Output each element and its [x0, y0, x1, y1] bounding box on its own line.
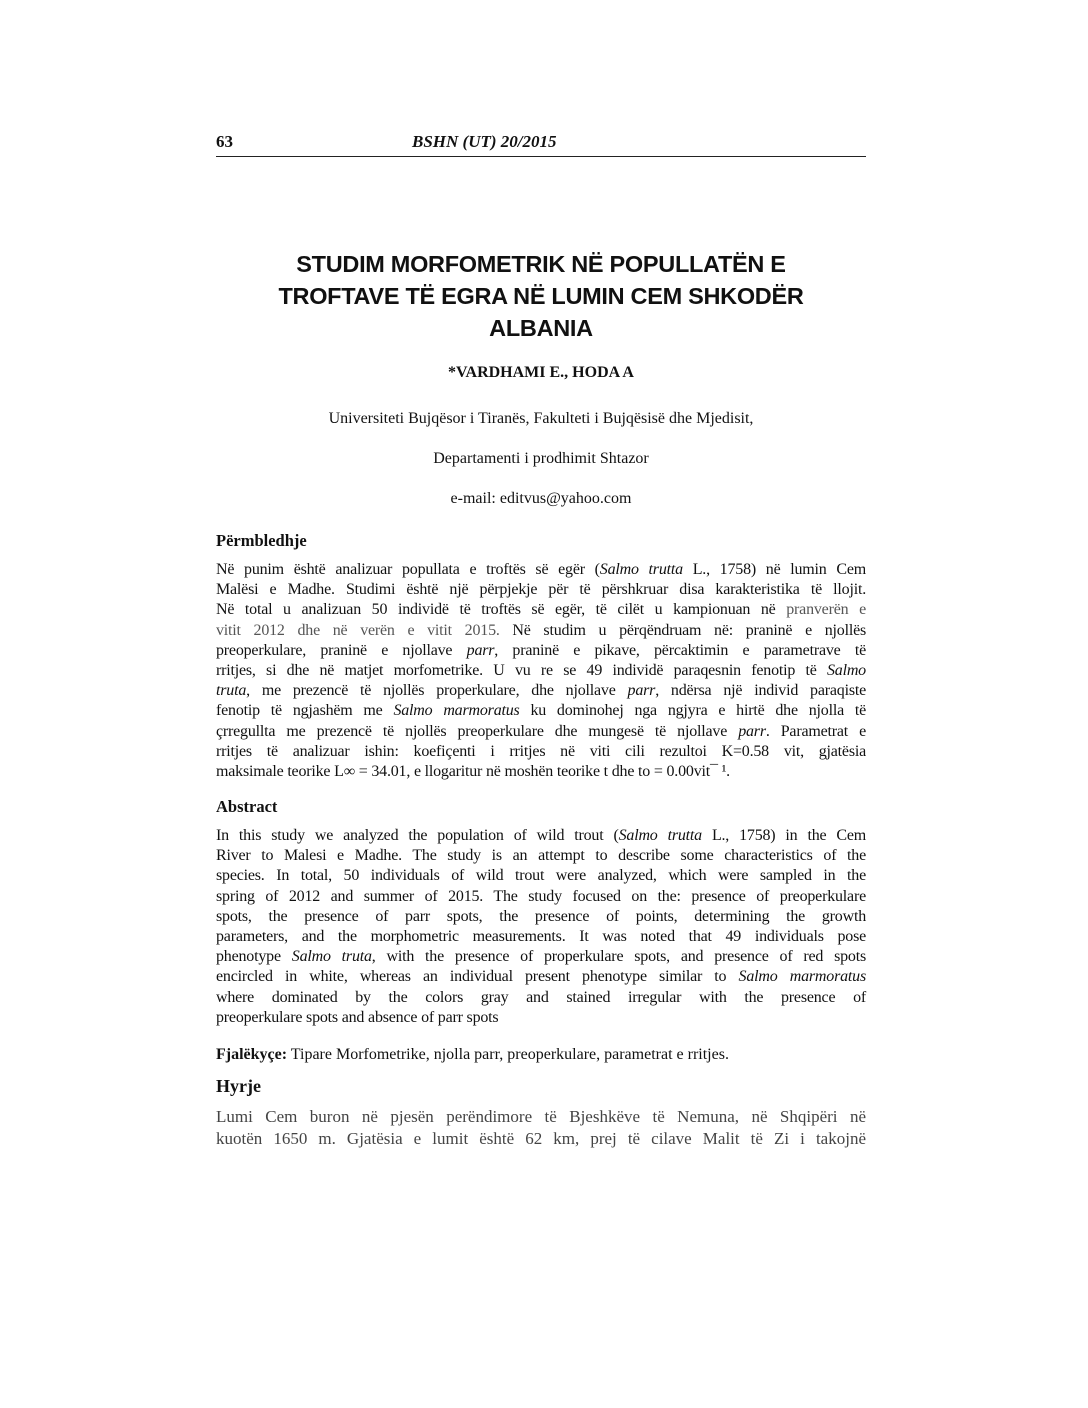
heading-abstract: Abstract	[216, 797, 278, 816]
text-line	[216, 967, 866, 987]
text-line: kuotën 1650 m. Gjatësia e lumit është 62 km, prej të cilave Malit të Zi i takojnë	[216, 1129, 866, 1148]
keywords-text: Tipare Morfometrike, njolla parr, preoperkulare, parametrat e rritjes.	[287, 1046, 729, 1063]
italic-term: Salmo trutta	[618, 827, 702, 844]
keywords	[216, 1046, 866, 1064]
text-line	[216, 887, 866, 907]
title-line: STUDIM MORFOMETRIK NË POPULLATËN E	[296, 251, 786, 277]
text-line	[216, 907, 866, 927]
text-segment: spots, the presence of parr spots, the presence of points, determining the growth	[216, 907, 866, 925]
text-segment: L., 1758) në lumin Cem	[682, 561, 866, 578]
text-line	[216, 988, 866, 1008]
running-header	[216, 130, 866, 157]
text-segment: çrregullta me prezencë të njollës preoperkulare dhe mungesë të njollave	[216, 722, 739, 740]
italic-term: parr	[738, 722, 766, 740]
text-segment: . Parametrat e	[765, 722, 866, 740]
title-line: TROFTAVE TË EGRA NË LUMIN CEM SHKODËR	[278, 283, 804, 309]
text-segment: encircled in white, whereas an individual present phenotype similar to	[216, 968, 739, 986]
italic-term: Salmo marmoratus	[738, 968, 866, 986]
heading-permbledhje: Përmbledhje	[216, 531, 307, 550]
text-segment: , with the presence of properkulare spots, and presence of red spots	[371, 948, 866, 966]
text-segment: where dominated by the colors gray and stained irregular with the presence of	[216, 988, 866, 1006]
page-number: 63	[216, 132, 233, 151]
text-line	[216, 762, 866, 782]
italic-term: Salmo	[826, 661, 866, 679]
text-line	[216, 826, 866, 846]
italic-term: Salmo marmoratus	[393, 702, 520, 720]
text-line	[216, 621, 866, 641]
text-segment: spring of 2012 and summer of 2015. The study focused on the: presence of preoperkulare	[216, 887, 866, 905]
text-segment: Në punim është analizuar popullata e troftës së egër (	[216, 561, 600, 578]
abstract-paragraph	[216, 826, 866, 1028]
heading-hyrje: Hyrje	[216, 1076, 261, 1096]
keywords-label: Fjalëkyçe:	[216, 1046, 288, 1063]
text-line	[216, 866, 866, 886]
text-segment: In this study we analyzed the population of wild trout (	[216, 827, 619, 844]
text-segment: Malësi e Madhe. Studimi është një përpjekje për të përshkruar disa karakteristika të llojit.	[216, 581, 866, 599]
text-line	[216, 600, 866, 620]
text-line	[216, 722, 866, 742]
text-segment: pranverën e	[786, 601, 866, 619]
italic-term: truta	[216, 682, 247, 700]
authors: *VARDHAMI E., HODA A	[448, 364, 634, 381]
text-segment: preoperkulare spots and absence of parr spots	[216, 1008, 499, 1026]
text-segment: preoperkulare, praninë e njollave	[216, 641, 467, 659]
text-line	[216, 560, 866, 580]
italic-term: parr	[466, 641, 495, 659]
text-segment: L., 1758) in the Cem	[701, 827, 866, 844]
title-line: ALBANIA	[489, 315, 593, 341]
affiliation-department: Departamenti i prodhimit Shtazor	[433, 450, 649, 467]
text-segment: , praninë e pikave, përcaktimin e parametrave të	[494, 641, 867, 659]
text-line	[216, 1008, 866, 1028]
hyrje-paragraph	[216, 1106, 866, 1150]
italic-term: parr	[627, 682, 656, 700]
text-line	[216, 947, 866, 967]
text-segment: phenotype	[216, 948, 292, 966]
paper-title	[216, 248, 866, 344]
text-segment: River to Malesi e Madhe. The study is an attempt to describe some characteristics of the	[216, 847, 866, 865]
text-line	[216, 742, 866, 762]
text-segment: fenotip të ngjashëm me	[216, 702, 394, 720]
text-segment: rritjes të analizuar ishin: koefiçenti i rritjes në viti cili rezultoi K=0.58 vit, gjatësia	[216, 742, 866, 760]
text-segment: ku dominohej nga ngjyra e hirtë dhe njolla të	[519, 702, 866, 720]
text-segment: parameters, and the morphometric measurements. It was noted that 49 individuals pose	[216, 927, 866, 945]
permbledhje-paragraph	[216, 560, 866, 782]
text-line	[216, 681, 866, 701]
text-segment: rritjes, si dhe në matjet morfometrike. U vu re se 49 individë paraqesnin fenotip të	[216, 661, 827, 679]
text-line	[216, 701, 866, 721]
text-segment: Në total u analizuan 50 individë të troftës së egër, të cilët u kampionuan në	[216, 601, 787, 619]
text-segment: , me prezencë të njollës properkulare, dhe njollave	[246, 682, 628, 700]
text-segment: maksimale teorike L∞ = 34.01, e llogaritur në moshën teorike t dhe to = 0.00vit¯ ¹.	[216, 762, 730, 780]
text-line	[216, 846, 866, 866]
italic-term: Salmo trutta	[599, 561, 683, 578]
text-line	[216, 661, 866, 681]
text-segment: , ndërsa një individ paraqiste	[655, 682, 866, 700]
text-line	[216, 927, 866, 947]
text-segment: Në studim u përqëndruam në: praninë e njollës	[499, 621, 867, 639]
affiliation-university: Universiteti Bujqësor i Tiranës, Fakulteti i Bujqësisë dhe Mjedisit,	[328, 410, 754, 427]
affiliation-email: e-mail: editvus@yahoo.com	[450, 490, 632, 507]
journal-name: BSHN (UT) 20/2015	[412, 132, 557, 151]
text-segment: species. In total, 50 individuals of wild trout were analyzed, which were sampled in the	[216, 867, 866, 885]
text-segment: vitit 2012 dhe në verën e vitit 2015.	[216, 621, 500, 639]
text-line	[216, 580, 866, 600]
italic-term: Salmo truta	[291, 948, 372, 966]
text-line	[216, 641, 866, 661]
text-line: Lumi Cem buron në pjesën perëndimore të Bjeshkëve të Nemuna, në Shqipëri në	[216, 1107, 866, 1126]
